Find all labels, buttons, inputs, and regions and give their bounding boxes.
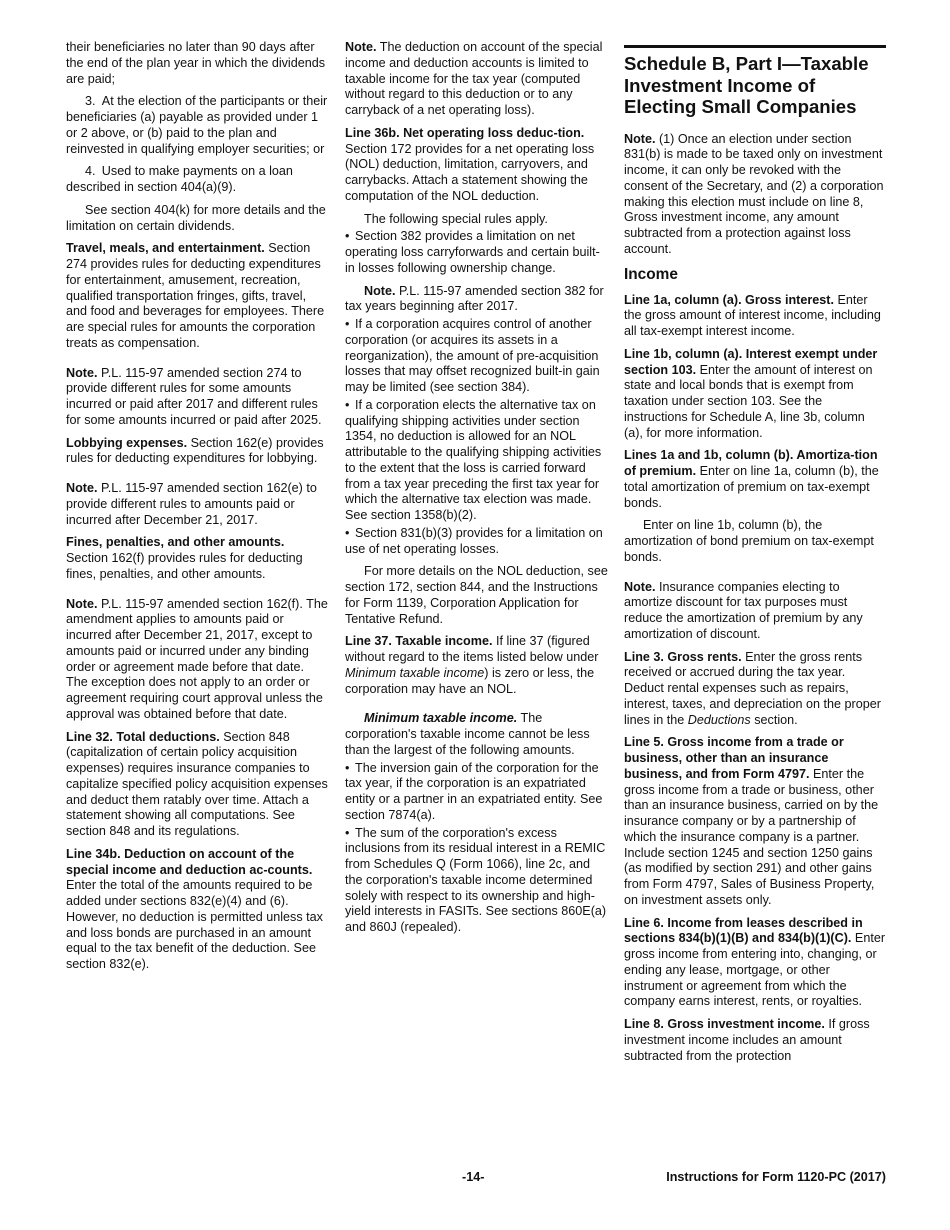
body-text: If a corporation elects the alternative tax on qualifying shipping activities under section 1354, no deduction is allowed for an NOL attributable to the qualifying shipping activities to the extent that the loss is carried forward from a tax year preceding the first tax year for which the alternative tax election was made. See section 1358(b)(2). bbox=[345, 397, 602, 522]
income-heading: Income bbox=[624, 265, 678, 283]
section-line-6 bbox=[624, 916, 886, 1011]
paragraph: their beneficiaries no later than 90 days after the end of the plan year in which the dividends are paid; bbox=[66, 40, 326, 86]
bullet-item bbox=[345, 229, 608, 276]
heading: Minimum taxable income. bbox=[364, 711, 518, 726]
body-text: Enter the gross rents received or accrued during the tax year. Deduct rental expenses such as repairs, interest, taxes, and depreciation on the proper lines in the bbox=[624, 649, 881, 727]
body-text: The corporation's taxable income cannot be less than the largest of the following amounts. bbox=[345, 711, 590, 757]
heading: Line 6. Income from leases described in sections 834(b)(1)(B) and 834(b)(1)(C). bbox=[624, 915, 863, 946]
heading: Line 3. Gross rents. bbox=[624, 649, 742, 664]
text-column-1 bbox=[66, 40, 328, 980]
heading: Line 37. Taxable income. bbox=[345, 634, 493, 649]
note bbox=[345, 284, 608, 316]
section-line-8 bbox=[624, 1017, 886, 1064]
body-text: P.L. 115-97 amended section 162(f). The amendment applies to amounts paid or incurred after December 21, 2017, except to amounts paid or incurred under any binding order or agreement made before that date. The exception does not apply to an order or agreement requiring court approval unless the approval was obtained before that date. bbox=[66, 596, 328, 721]
heading: Line 5. Gross income from a trade or business, other than an insurance business, and from Form 4797. bbox=[624, 735, 844, 781]
body-text: Section 382 provides a limitation on net operating loss carryforwards and certain built-in losses following ownership change. bbox=[345, 229, 600, 275]
bullet-item bbox=[345, 761, 608, 824]
italic-text: Minimum taxable income bbox=[345, 665, 485, 680]
heading: Line 34b. Deduction on account of the special income and deduction ac-counts. bbox=[66, 846, 313, 877]
note bbox=[66, 481, 328, 528]
bullet-item bbox=[345, 317, 608, 396]
heading: Line 36b. Net operating loss deduc-tion. bbox=[345, 125, 585, 140]
note bbox=[66, 366, 328, 429]
heading: Travel, meals, and entertainment. bbox=[66, 241, 265, 256]
text-column-3 bbox=[624, 40, 886, 1071]
body-text: Section 274 provides rules for deducting expenditures for entertainment, amusement, recreation, qualified transportation fringes, gifts, travel, and food and beverages for employees. There are special rules for amounts the corporation treats as compensation. bbox=[66, 241, 325, 350]
body-text: Section 831(b)(3) provides for a limitation on use of net operating losses. bbox=[345, 525, 603, 556]
body-text: If gross investment income includes an amount subtracted from the protection bbox=[624, 1017, 870, 1063]
section-minimum-taxable-income bbox=[345, 711, 608, 758]
section-line-5 bbox=[624, 735, 886, 908]
paragraph: Enter on line 1b, column (b), the amortization of bond premium on tax-exempt bonds. bbox=[624, 518, 874, 564]
heading: Lobbying expenses. bbox=[66, 435, 188, 450]
list-item: 3. At the election of the participants or their beneficiaries (a) payable as provided under 1 or 2 above, or (b) paid to the plan and reinvested in qualifying employer securities; or bbox=[66, 94, 328, 156]
body-text: If line 37 (figured without regard to the items listed below under bbox=[345, 634, 599, 664]
body-text: section. bbox=[754, 712, 798, 727]
body-text: ) is zero or less, the corporation may have an NOL. bbox=[345, 665, 595, 696]
section-line-36b bbox=[345, 126, 608, 205]
list-item: 4. Used to make payments on a loan described in section 404(a)(9). bbox=[66, 164, 293, 194]
note-label: Note. bbox=[364, 283, 396, 298]
bullet-icon: • bbox=[345, 760, 350, 775]
body-text: If a corporation acquires control of another corporation (or acquires its assets in a reorganization), the amount of pre-acquisition losses that may offset recognized built-in gain may be limited (see section 384). bbox=[345, 317, 600, 394]
section-line-34b bbox=[66, 847, 328, 973]
text-column-2 bbox=[345, 40, 608, 943]
body-text: Enter on line 1a, column (b), the total amortization of premium on tax-exempt bonds. bbox=[624, 464, 879, 510]
note-label: Note. bbox=[66, 365, 98, 380]
paragraph: The following special rules apply. bbox=[364, 211, 548, 226]
heading: Line 32. Total deductions. bbox=[66, 729, 220, 744]
italic-text: Deductions bbox=[687, 712, 751, 727]
paragraph: For more details on the NOL deduction, see section 172, section 844, and the Instructions for Form 1139, Corporation Application for Tentative Refund. bbox=[345, 564, 608, 626]
note bbox=[66, 597, 328, 723]
bullet-item bbox=[345, 826, 608, 936]
body-text: Enter gross income from entering into, changing, or ending any lease, mortgage, or other instrument or agreement from which the company earns interest, rents, or royalties. bbox=[624, 931, 886, 1009]
body-text: The deduction on account of the special income and deduction accounts is limited to taxable income for the tax year (computed without regard to this deduction or to any carryback of a net operating loss). bbox=[345, 40, 603, 117]
body-text: Enter the amount of interest on state and local bonds that is exempt from taxation under section 103. See the instructions for Schedule A, line 3b, column (a), for more information. bbox=[624, 362, 873, 440]
paragraph: See section 404(k) for more details and the limitation on certain dividends. bbox=[66, 202, 326, 233]
section-rule bbox=[624, 45, 886, 48]
body-text: Section 162(e) provides rules for deducting expenditures for lobbying. bbox=[66, 435, 324, 466]
heading: Fines, penalties, and other amounts. bbox=[66, 535, 285, 550]
bullet-item bbox=[345, 526, 608, 558]
body-text: P.L. 115-97 amended section 382 for tax years beginning after 2017. bbox=[345, 283, 604, 314]
heading: Line 1b, column (a). Interest exempt under section 103. bbox=[624, 346, 878, 377]
note-label: Note. bbox=[66, 596, 98, 611]
section-line-37 bbox=[345, 634, 608, 697]
page-number: -14- bbox=[462, 1170, 485, 1184]
body-text: P.L. 115-97 amended section 274 to provide different rules for some amounts incurred or paid after 2017 and different rules for some amounts incurred or paid after 2025. bbox=[66, 365, 322, 427]
bullet-icon: • bbox=[345, 229, 350, 244]
note bbox=[345, 40, 608, 119]
section-line-32 bbox=[66, 730, 328, 840]
body-text: Section 162(f) provides rules for deducting fines, penalties, and other amounts. bbox=[66, 551, 303, 581]
section-travel bbox=[66, 241, 328, 351]
section-title: Schedule B, Part I—Taxable Investment Income of Electing Small Companies bbox=[624, 53, 869, 117]
body-text: (1) Once an election under section 831(b) is made to be taxed only on investment income, it can only be revoked with the consent of the Secretary, and (2) a corporation making this election must include on line 8, Gross investment income, any amount subtracted from a protection against loss account. bbox=[624, 131, 884, 256]
section-line-1b bbox=[624, 347, 886, 442]
body-text: Enter the total of the amounts required to be added under sections 832(e)(4) and (6). However, no deduction is permitted unless tax and loss bonds are purchased in an amount equal to the tax benefit of the deduction. See section 832(e). bbox=[66, 878, 323, 971]
heading: Lines 1a and 1b, column (b). Amortiza-tion of premium. bbox=[624, 448, 878, 478]
note-label: Note. bbox=[66, 481, 98, 495]
section-lines-1a-1b bbox=[624, 448, 886, 511]
section-line-1a bbox=[624, 293, 886, 340]
bullet-icon: • bbox=[345, 317, 350, 331]
bullet-icon: • bbox=[345, 397, 350, 412]
note bbox=[624, 580, 886, 643]
body-text: Section 172 provides for a net operating loss (NOL) deduction, limitation, carryovers, and carrybacks. Attach a statement showing the computation of the NOL deduction. bbox=[345, 141, 595, 203]
form-reference: Instructions for Form 1120-PC (2017) bbox=[666, 1170, 886, 1184]
section-line-3 bbox=[624, 650, 886, 729]
body-text: The inversion gain of the corporation for the tax year, if the corporation is an expatriated entity or a partner in an expatriated entity. See section 7874(a). bbox=[345, 760, 603, 822]
heading: Line 8. Gross investment income. bbox=[624, 1017, 825, 1031]
body-text: P.L. 115-97 amended section 162(e) to provide different rules to amounts paid or incurred after December 21, 2017. bbox=[66, 481, 317, 527]
body-text: Enter the gross income from a trade or business, other than an insurance business, carried on by the insurance company or by a partnership of which the insurance company is a partner. Include section 1245 and section 1250 gains (as modified by section 291) and other gains from Form 4797, Sales of Business Property, on investment assets only. bbox=[624, 766, 879, 907]
body-text: Section 848 (capitalization of certain policy acquisition expenses) requires insurance companies to capitalize specified policy acquisition expenses and deduct them ratably over time. Attach a statement showing all computations. See section 848 and its regulations. bbox=[66, 729, 328, 838]
heading: Line 1a, column (a). Gross interest. bbox=[624, 292, 834, 307]
note-label: Note. bbox=[624, 579, 656, 594]
bullet-icon: • bbox=[345, 525, 350, 540]
section-fines bbox=[66, 535, 328, 582]
bullet-icon: • bbox=[345, 825, 350, 840]
note-label: Note. bbox=[624, 131, 656, 146]
section-lobbying bbox=[66, 436, 328, 468]
body-text: Insurance companies electing to amortize discount for tax purposes must reduce the amortization of premium by any amortization of discount. bbox=[624, 579, 863, 641]
body-text: The sum of the corporation's excess inclusions from its residual interest in a REMIC from Schedules Q (Form 1066), line 2c, and the corporation's taxable income determined solely with respect to its ownership and high-yield interests in FASITs. See sections 860E(a) and 860J (repealed). bbox=[345, 825, 607, 934]
bullet-item bbox=[345, 398, 608, 524]
body-text: Enter the gross amount of interest income, including all tax-exempt interest income. bbox=[624, 292, 881, 338]
note-label: Note. bbox=[345, 40, 377, 54]
note bbox=[624, 132, 886, 258]
